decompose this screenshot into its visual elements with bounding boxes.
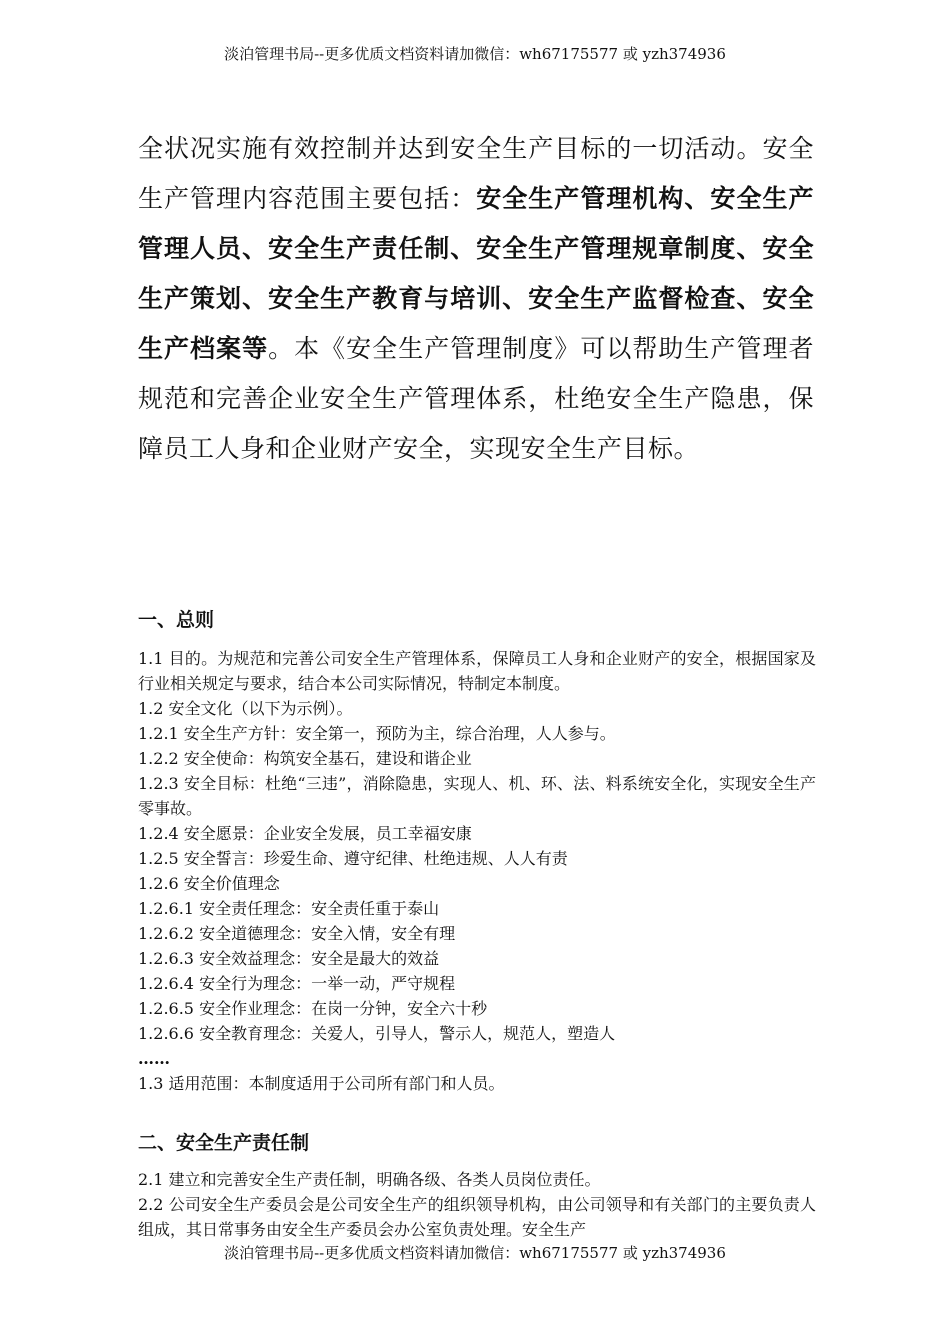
section-1-line: 1.2.6.6 安全教育理念：关爱人，引导人，警示人，规范人，塑造人	[138, 1024, 616, 1043]
section-1-line: 1.2.6.3 安全效益理念：安全是最大的效益	[138, 949, 440, 968]
ellipsis: ……	[138, 1049, 170, 1068]
page-footer: 淡泊管理书局--更多优质文档资料请加微信：wh67175577 或 yzh374936	[224, 1244, 726, 1262]
section-1-line: 1.2.6.2 安全道德理念：安全入情，安全有理	[138, 924, 456, 943]
section-1-line: 1.2.6 安全价值理念	[138, 874, 280, 893]
section-2-body	[138, 1167, 816, 1242]
page-header: 淡泊管理书局--更多优质文档资料请加微信：wh67175577 或 yzh374936	[224, 45, 726, 63]
intro-text-2: 。本《安全生产管理制度》可以帮助生产管理者规范和完善企业安全生产管理体系，杜绝安全生产隐患，保障员工人身和企业财产安全，实现安全生产目标。	[138, 334, 814, 463]
section-2-title: 二、安全生产责任制	[138, 1132, 310, 1154]
section-1-line: 1.2.5 安全誓言：珍爱生命、遵守纪律、杜绝违规、人人有责	[138, 849, 568, 868]
section-2-line: 2.1 建立和完善安全生产责任制，明确各级、各类人员岗位责任。	[138, 1170, 601, 1189]
section-1-line: 1.2 安全文化（以下为示例）。	[138, 699, 353, 718]
section-1-body	[138, 646, 816, 1096]
section-1-title: 一、总则	[138, 609, 215, 631]
section-1-line: 1.2.4 安全愿景：企业安全发展，员工幸福安康	[138, 824, 472, 843]
section-1-line: 1.2.6.1 安全责任理念：安全责任重于泰山	[138, 899, 440, 918]
intro-paragraph	[138, 124, 814, 474]
section-1-line: 1.3 适用范围：本制度适用于公司所有部门和人员。	[138, 1074, 505, 1093]
section-1-line: 1.2.2 安全使命：构筑安全基石，建设和谐企业	[138, 749, 472, 768]
section-1-line: 1.2.6.4 安全行为理念：一举一动，严守规程	[138, 974, 456, 993]
section-1-line: 1.2.1 安全生产方针：安全第一，预防为主，综合治理，人人参与。	[138, 724, 616, 743]
section-1-line: 1.1 目的。为规范和完善公司安全生产管理体系，保障员工人身和企业财产的安全，根据国家及行业相关规定与要求，结合本公司实际情况，特制定本制度。	[138, 649, 816, 693]
intro-text-1: 全状况实施有效控制并达到安全生产目标的一切活动。安全生产管理内容范围主要包括：	[138, 134, 814, 213]
section-1-line: 1.2.6.5 安全作业理念：在岗一分钟，安全六十秒	[138, 999, 488, 1018]
section-2-line: 2.2 公司安全生产委员会是公司安全生产的组织领导机构，由公司领导和有关部门的主要负责人组成，其日常事务由安全生产委员会办公室负责处理。安全生产	[138, 1195, 816, 1239]
section-1-line: 1.2.3 安全目标：杜绝“三违”，消除隐患，实现人、机、环、法、料系统安全化，实现安全生产零事故。	[138, 774, 816, 818]
intro-bold-text: 安全生产管理机构、安全生产管理人员、安全生产责任制、安全生产管理规章制度、安全生产策划、安全生产教育与培训、安全生产监督检查、安全生产档案等	[138, 184, 814, 363]
